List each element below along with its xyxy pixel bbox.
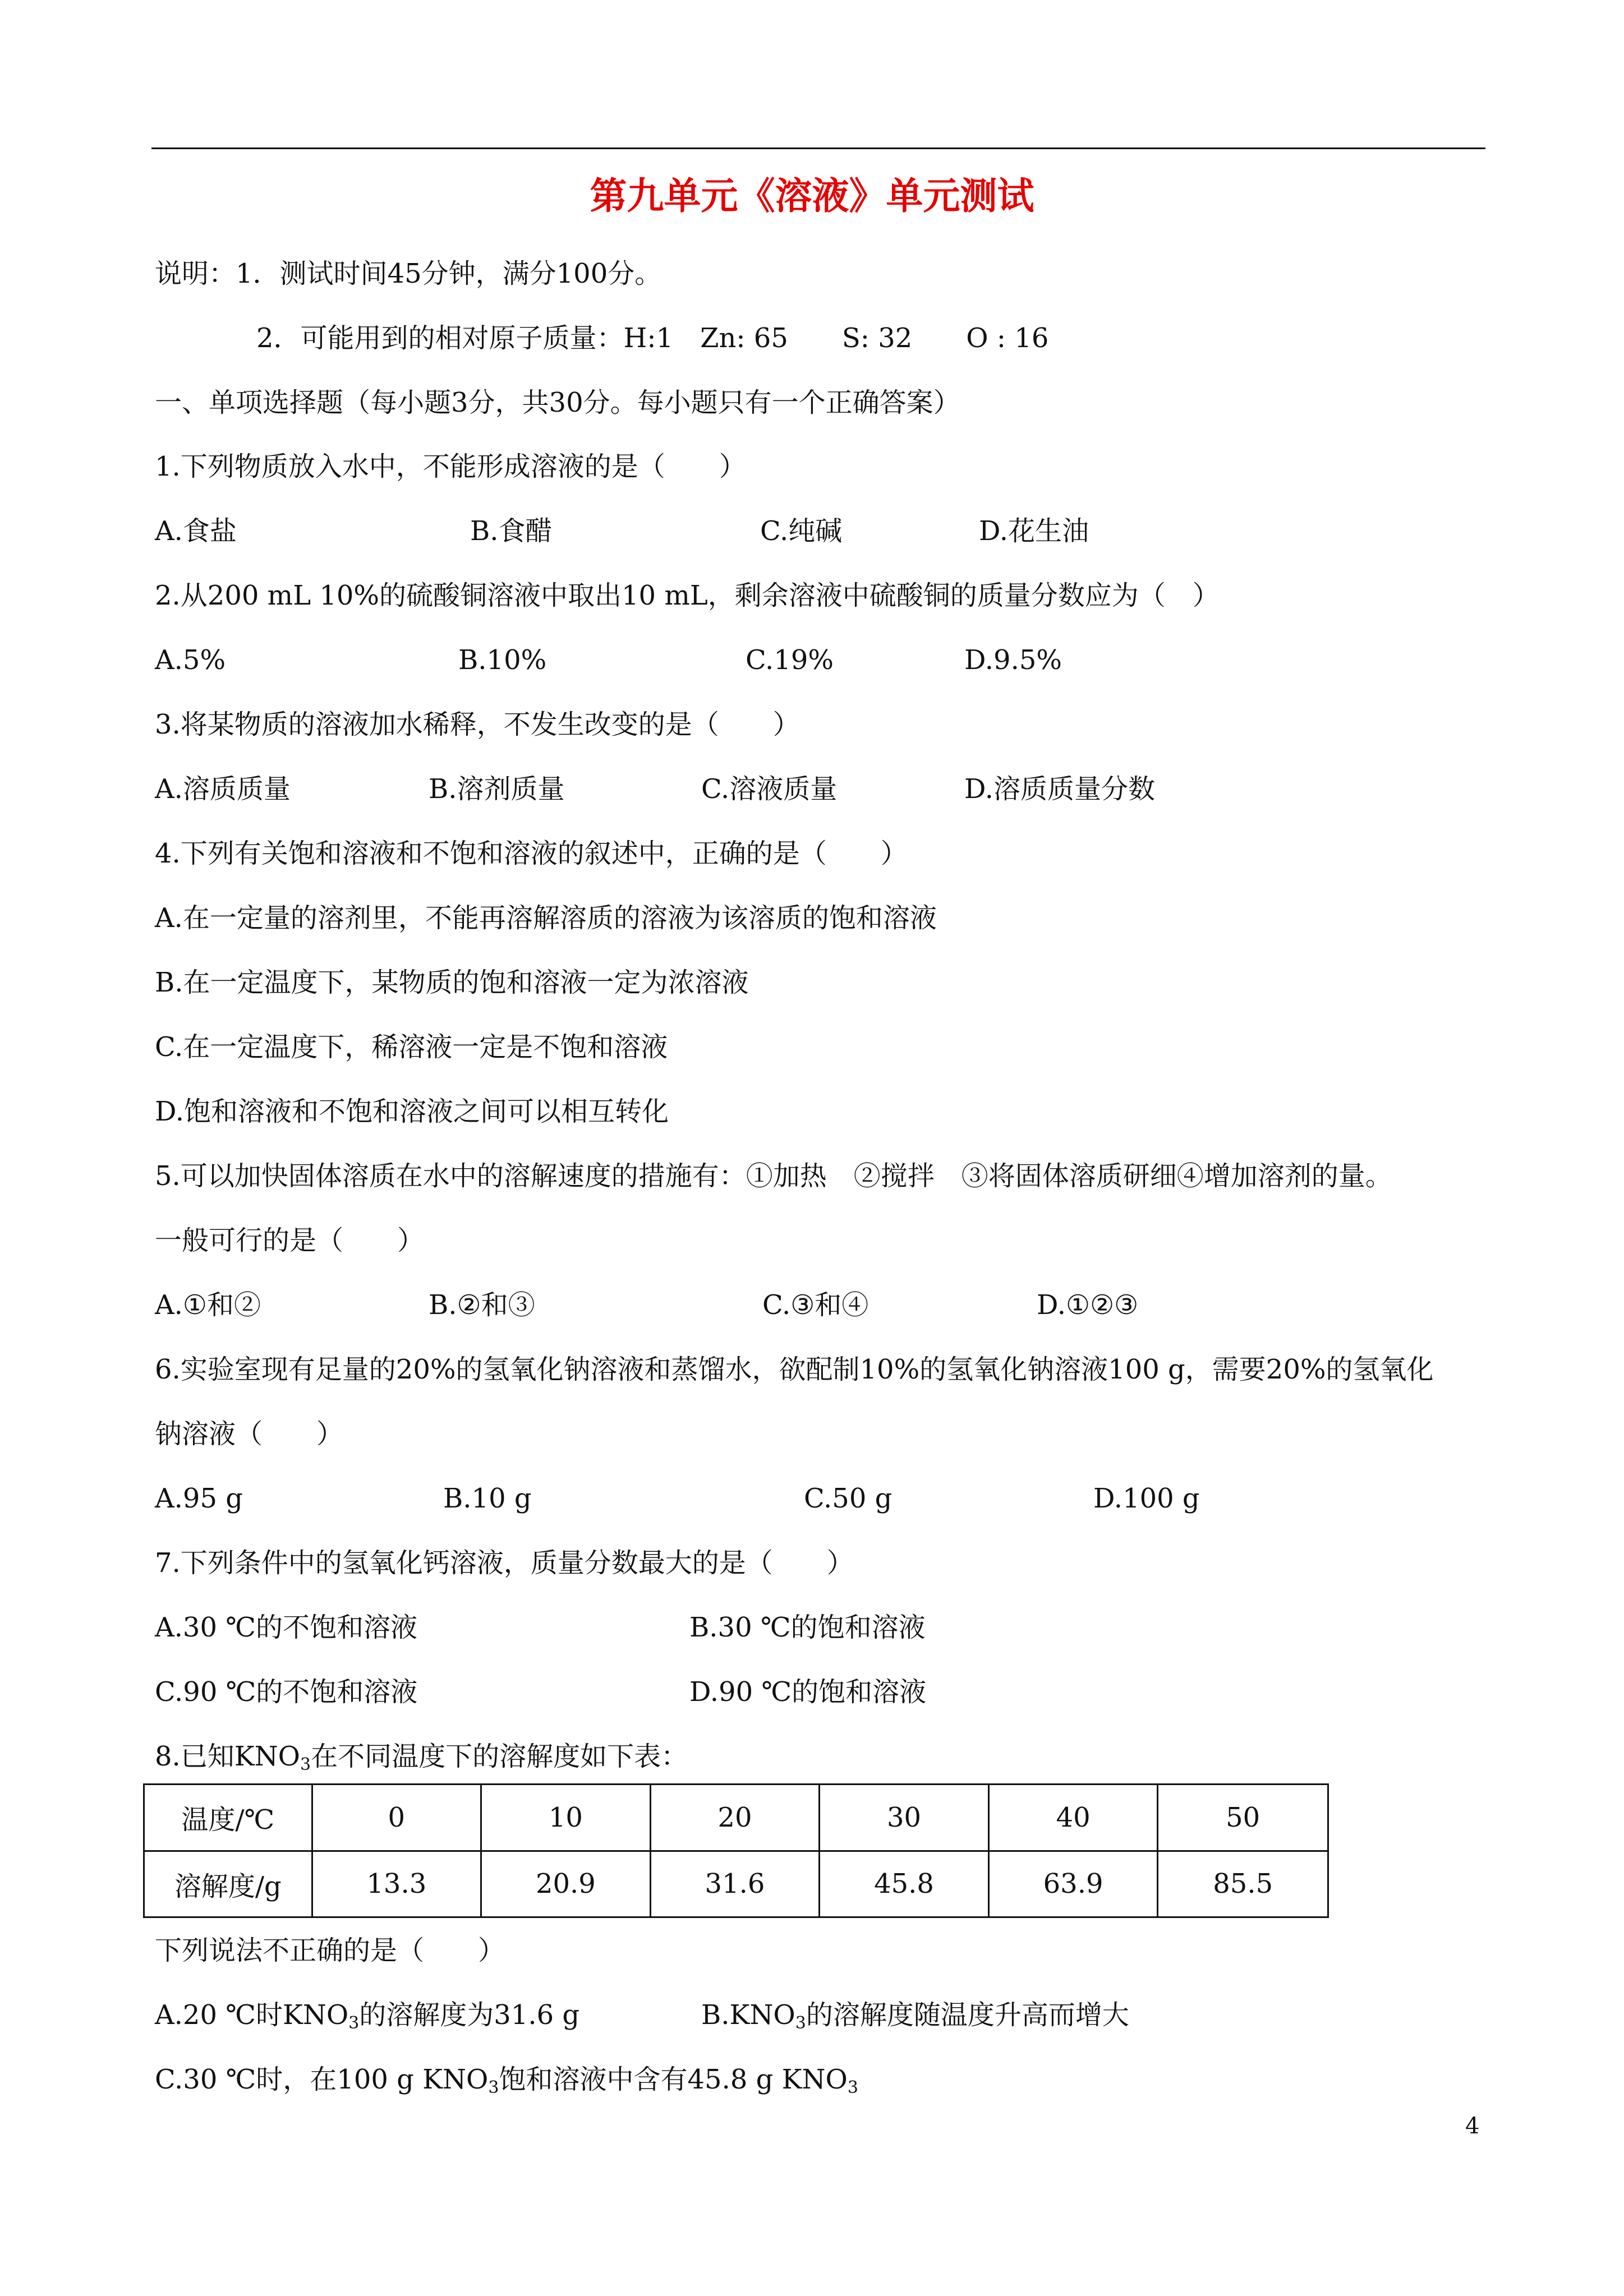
question-4-option-a: A.在一定量的溶剂里，不能再溶解溶质的溶液为该溶质的饱和溶液 — [155, 902, 937, 934]
question-1-option-a: A.食盐 — [155, 515, 237, 547]
question-6-option-a: A.95 g — [155, 1483, 243, 1514]
question-4-option-b: B.在一定温度下，某物质的饱和溶液一定为浓溶液 — [155, 967, 749, 998]
question-2-stem: 2.从200 mL 10%的硫酸铜溶液中取出10 mL，剩余溶液中硫酸铜的质量分数应为（ ） — [155, 580, 1220, 611]
table-cell: 20 — [650, 1785, 820, 1851]
question-6-stem-continued: 钠溶液（ ） — [155, 1418, 344, 1450]
table-header-solubility: 溶解度/g — [144, 1851, 312, 1917]
question-7-option-c: C.90 ℃的不饱和溶液 — [155, 1676, 418, 1708]
table-cell: 63.9 — [988, 1851, 1158, 1917]
instructions-line-1: 说明：1．测试时间45分钟，满分100分。 — [155, 258, 662, 289]
question-7-option-b: B.30 ℃的饱和溶液 — [689, 1612, 926, 1643]
question-7-stem: 7.下列条件中的氢氧化钙溶液，质量分数最大的是（ ） — [155, 1547, 854, 1579]
question-1-stem: 1.下列物质放入水中，不能形成溶液的是（ ） — [155, 451, 746, 482]
solubility-table — [143, 1783, 1329, 1918]
question-2-option-c: C.19% — [746, 644, 834, 676]
table-cell: 20.9 — [481, 1851, 651, 1917]
question-8-prompt: 下列说法不正确的是（ ） — [155, 1935, 505, 1966]
question-3-option-c: C.溶液质量 — [701, 773, 838, 805]
question-1-option-b: B.食醋 — [470, 515, 553, 547]
table-cell: 0 — [312, 1785, 481, 1851]
question-2-option-a: A.5% — [155, 644, 226, 676]
question-2-option-b: B.10% — [458, 644, 547, 676]
question-5-stem-continued: 一般可行的是（ ） — [155, 1225, 425, 1256]
table-cell: 85.5 — [1158, 1851, 1328, 1917]
table-cell: 40 — [988, 1785, 1158, 1851]
question-3-option-a: A.溶质质量 — [155, 773, 291, 805]
question-6-stem: 6.实验室现有足量的20%的氢氧化钠溶液和蒸馏水，欲配制10%的氢氧化钠溶液100 g，需要20%的氢氧化 — [155, 1354, 1434, 1385]
question-1-option-d: D.花生油 — [979, 515, 1089, 547]
instructions-line-2: 2．可能用到的相对原子质量：H:1 Zn: 65 S: 32 O : 16 — [256, 322, 1049, 354]
question-6-option-d: D.100 g — [1093, 1483, 1200, 1514]
question-5-option-d: D.①②③ — [1037, 1289, 1139, 1321]
table-row-solubility — [144, 1851, 1328, 1917]
page-title: 第九单元《溶液》单元测试 — [590, 174, 1034, 218]
question-6-option-c: C.50 g — [804, 1483, 892, 1514]
question-5-option-c: C.③和④ — [762, 1289, 869, 1321]
question-3-option-b: B.溶剂质量 — [429, 773, 565, 805]
question-7-option-a: A.30 ℃的不饱和溶液 — [155, 1612, 417, 1643]
question-5-option-b: B.②和③ — [429, 1289, 535, 1321]
table-cell: 45.8 — [820, 1851, 989, 1917]
question-8-option-c: C.30 ℃时，在100 g $KNO_3$饱和溶液中含有45.8 g $KNO_3$ — [155, 2064, 858, 2097]
header-rule — [151, 147, 1485, 149]
table-cell: 30 — [820, 1785, 989, 1851]
question-5-option-a: A.①和② — [155, 1289, 261, 1321]
table-cell: 10 — [481, 1785, 651, 1851]
question-4-option-c: C.在一定温度下，稀溶液一定是不饱和溶液 — [155, 1031, 668, 1063]
question-8-option-b: $B.KNO_3$的溶解度随温度升高而增大 — [701, 1999, 1129, 2033]
section-heading: 一、单项选择题（每小题3分，共30分。每小题只有一个正确答案） — [155, 387, 960, 418]
question-1-option-c: C.纯碱 — [760, 515, 843, 547]
table-header-temperature: 温度/℃ — [144, 1785, 312, 1851]
table-row-temperature — [144, 1785, 1328, 1851]
table-cell: 50 — [1158, 1785, 1328, 1851]
question-2-option-d: D.9.5% — [964, 644, 1062, 676]
question-4-stem: 4.下列有关饱和溶液和不饱和溶液的叙述中，正确的是（ ） — [155, 838, 908, 869]
page-number: 4 — [1465, 2113, 1480, 2139]
question-5-stem: 5.可以加快固体溶质在水中的溶解速度的措施有：①加热 ②搅拌 ③将固体溶质研细④增加溶剂的量。 — [155, 1160, 1392, 1192]
question-4-option-d: D.饱和溶液和不饱和溶液之间可以相互转化 — [155, 1096, 669, 1127]
question-7-option-d: D.90 ℃的饱和溶液 — [689, 1676, 927, 1708]
question-3-option-d: D.溶质质量分数 — [964, 773, 1156, 805]
question-6-option-b: B.10 g — [443, 1483, 532, 1514]
table-cell: 13.3 — [312, 1851, 481, 1917]
question-8-stem: 8.已知$KNO_3$在不同温度下的溶解度如下表： — [155, 1741, 688, 1774]
table-cell: 31.6 — [650, 1851, 820, 1917]
question-3-stem: 3.将某物质的溶液加水稀释，不发生改变的是（ ） — [155, 709, 800, 740]
question-8-option-a: A.20 ℃时$KNO_3$的溶解度为31.6 g — [155, 1999, 580, 2033]
